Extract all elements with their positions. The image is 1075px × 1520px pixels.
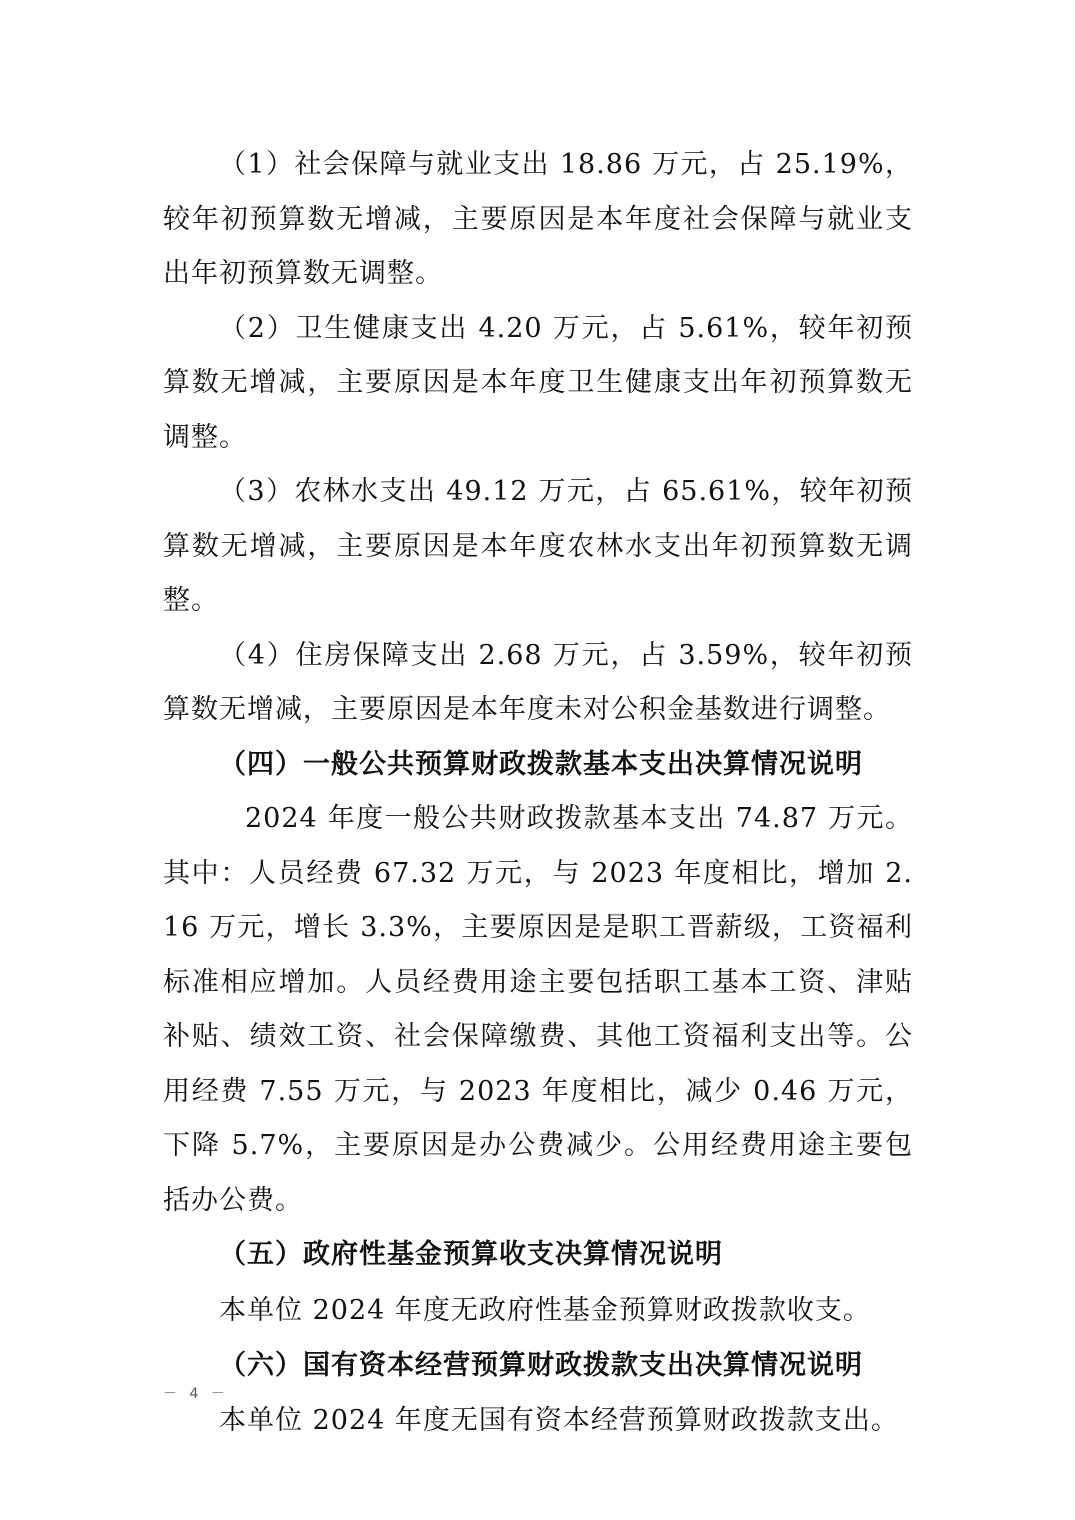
paragraph-state-capital: 本单位 2024 年度无国有资本经营预算财政拨款支出。 xyxy=(219,1405,899,1436)
paragraph-basic-expenditure: 2024 年度一般公共财政拨款基本支出 74.87 万元。其中：人员经费 67.32 万元，与 2023 年度相比，增加 2.16 万元，增长 3.3%，主要原因是是职工晋薪级，工资福利标准相应增加。人员经费用途主要包括职工基本工资、津贴补贴、绩效工资、社会保障缴费、其他工资福利支出等。公用经费 7.55 万元，与 2023 年度相比，减少 0.46 万元，下降 5.7%，主要原因是办公费减少。公用经费用途主要包括办公费。 xyxy=(163,803,913,1216)
document-body xyxy=(163,138,913,1449)
section-heading-basic-expenditure: （四）一般公共预算财政拨款基本支出决算情况说明 xyxy=(219,748,863,780)
section-heading-state-capital: （六）国有资本经营预算财政拨款支出决算情况说明 xyxy=(219,1349,863,1381)
paragraph-government-fund: 本单位 2024 年度无政府性基金预算财政拨款收支。 xyxy=(219,1294,871,1326)
page-number: － 4 － xyxy=(163,1386,229,1402)
paragraph-health: （2）卫生健康支出 4.20 万元，占 5.61%，较年初预算数无增减，主要原因是本年度卫生健康支出年初预算数无调整。 xyxy=(163,312,913,453)
paragraph-agriculture: （3）农林水支出 49.12 万元，占 65.61%，较年初预算数无增减，主要原因是本年度农林水支出年初预算数无调整。 xyxy=(163,476,913,616)
section-heading-government-fund: （五）政府性基金预算收支决算情况说明 xyxy=(219,1239,723,1270)
paragraph-social-security: （1）社会保障与就业支出 18.86 万元，占 25.19%，较年初预算数无增减，主要原因是本年度社会保障与就业支出年初预算数无调整。 xyxy=(163,149,913,289)
paragraph-housing: （4）住房保障支出 2.68 万元，占 3.59%，较年初预算数无增减，主要原因是本年度未对公积金基数进行调整。 xyxy=(163,639,913,725)
